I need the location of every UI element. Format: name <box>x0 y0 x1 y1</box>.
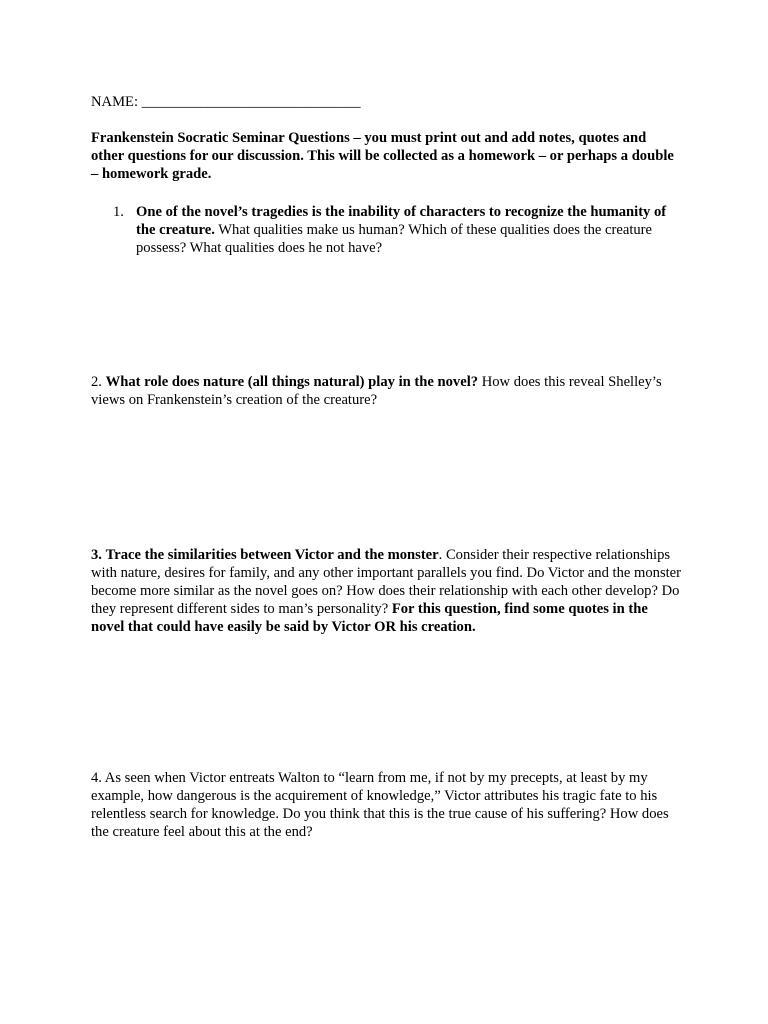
question-number: 1. <box>113 204 124 220</box>
question-2 <box>91 373 681 409</box>
question-body <box>136 203 681 257</box>
question-text: What qualities make us human? Which of these qualities does the creature possess? What qualities does he not have? <box>136 222 653 256</box>
question-text: . Consider their respective relationships with nature, desires for family, and any other important parallels you find. Do Victor and the monster become more similar as the novel goes on? How does their relationship with each other develop? Do they represent different sides to man’s personality? <box>91 547 682 617</box>
question-bold-text: What role does nature (all things natural) play in the novel? <box>105 374 479 390</box>
question-number: 3. <box>91 547 102 563</box>
question-3 <box>91 546 681 636</box>
question-bold-text: One of the novel’s tragedies is the inability of characters to recognize the humanity of the creature. <box>136 204 667 238</box>
question-number: 2. <box>91 374 102 390</box>
name-line <box>91 93 681 111</box>
question-4 <box>91 769 681 841</box>
question-text: As seen when Victor entreats Walton to “learn from me, if not by my precepts, at least by my example, how dangerous is the acquirement of knowledge,” Victor attributes his tragic fate to his relentless search for knowledge. Do you think that this is the true cause of his suffering? How does the creature feel about this at the end? <box>91 770 669 840</box>
question-1 <box>91 203 681 257</box>
question-bold-end: For this question, find some quotes in the novel that could have easily be said by Victor OR his creation. <box>91 601 648 635</box>
name-label: NAME: <box>91 94 139 110</box>
intro-paragraph: Frankenstein Socratic Seminar Questions – you must print out and add notes, quotes and other questions for our discussion. This will be collected as a homework – or perhaps a double – homework grade. <box>91 130 674 182</box>
question-number: 4. <box>91 770 102 786</box>
question-bold-text: Trace the similarities between Victor and the monster <box>105 547 439 563</box>
question-text: How does this reveal Shelley’s views on Frankenstein’s creation of the creature? <box>91 374 662 408</box>
name-blank: ______________________________ <box>141 94 361 110</box>
